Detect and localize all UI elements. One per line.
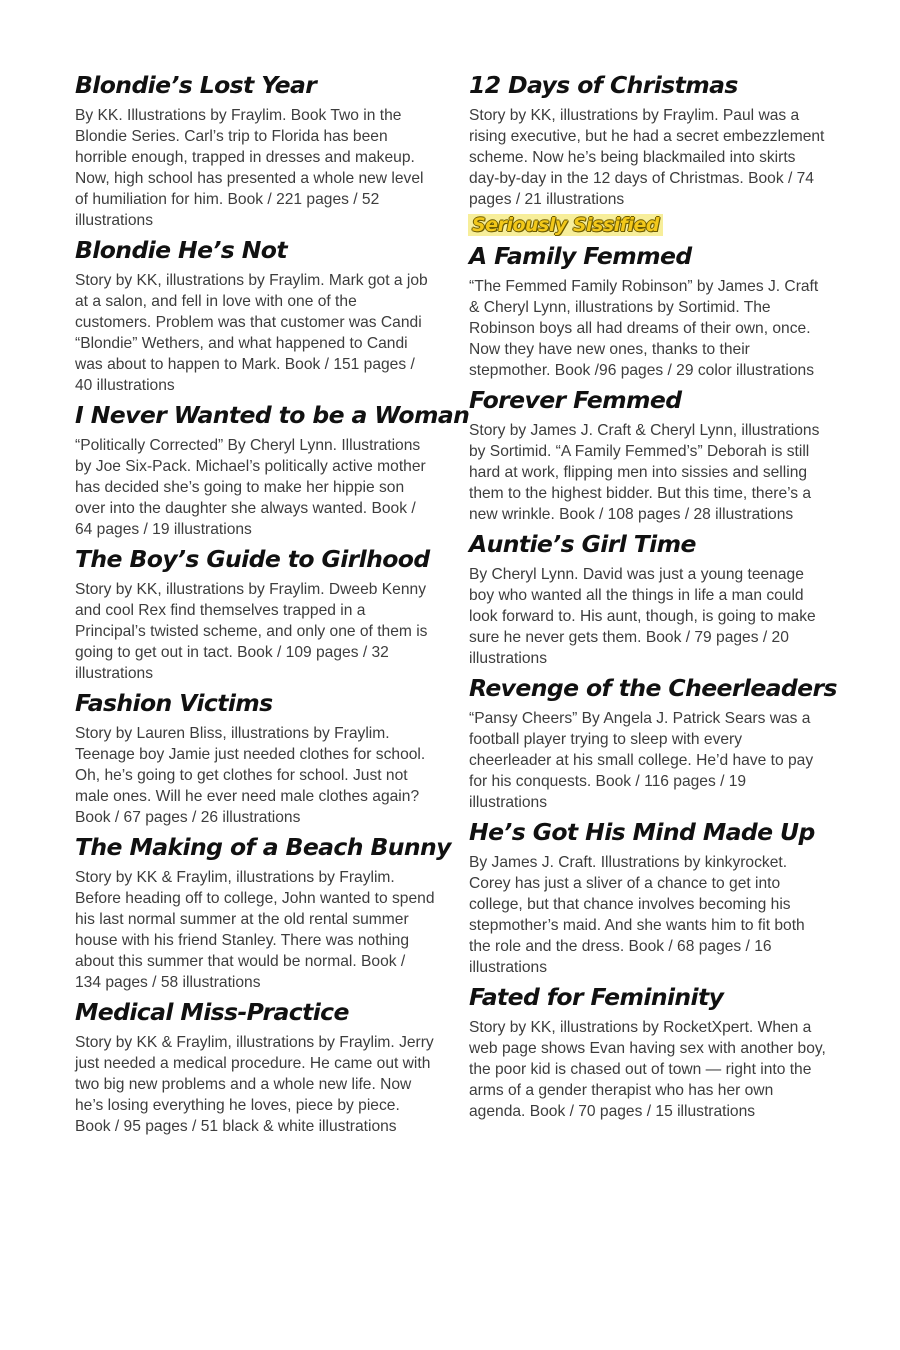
book-title: He’s Got His Mind Made Up [469,818,815,846]
book-entry [469,817,827,978]
book-title: The Boy’s Guide to Girlhood [75,545,430,573]
book-title: Blondie He’s Not [75,236,287,264]
book-entry [75,400,470,540]
book-title: A Family Femmed [469,242,692,270]
book-title: Revenge of the Cheerleaders [469,674,837,702]
book-title: I Never Wanted to be a Woman [75,401,470,429]
book-title: Medical Miss-Practice [75,998,349,1026]
book-title: Forever Femmed [469,386,682,414]
book-description: Story by KK, illustrations by Fraylim. Paul was a rising executive, but he had a secret embezzlement scheme. Now he’s being blackmailed into skirts day-by-day in the 12 days of Christmas. Book / 74 pages / 21 illustrations [469,107,825,208]
book-entry [469,673,837,813]
book-entry [469,385,827,525]
book-description: “The Femmed Family Robinson” by James J. Craft & Cheryl Lynn, illustrations by Sortimid. The Robinson boys all had dreams of their own, once. Now they have new ones, thanks to their stepmother. Book /96 pages / 29 color illustrations [469,278,819,379]
book-description: “Pansy Cheers” By Angela J. Patrick Sears was a football player trying to sleep with every cheerleader at his small college. He’d have to pay for his conquests. Book / 116 pages / 19 illustrations [469,710,814,811]
series-label: Seriously Sissified [468,214,663,236]
book-description: Story by KK, illustrations by RocketXpert. When a web page shows Evan having sex with another boy, the poor kid is chased out of town — right into the arms of a gender therapist who has her own agenda. Book / 70 pages / 15 illustrations [469,1019,826,1120]
book-description: Story by KK, illustrations by Fraylim. Dweeb Kenny and cool Rex find themselves trapped in a Principal’s twisted scheme, and only one of them is going to get out in tact. Book / 109 pages / 32 illustrations [75,581,428,682]
book-title: Fated for Femininity [469,983,724,1011]
book-title: Fashion Victims [75,689,273,717]
book-description: By KK. Illustrations by Fraylim. Book Two in the Blondie Series. Carl’s trip to Florida has been horrible enough, trapped in dresses and makeup. Now, high school has presented a whole new level of humiliation for him. Book / 221 pages / 52 illustrations [75,107,424,229]
book-description: Story by KK, illustrations by Fraylim. Mark got a job at a salon, and fell in love with one of the customers. Problem was that customer was Candi “Blondie” Wethers, and what happened to Candi was about to happen to Mark. Book / 151 pages / 40 illustrations [75,272,428,394]
book-entry [75,235,435,396]
book-description: By James J. Craft. Illustrations by kinkyrocket. Corey has just a sliver of a chance to get into college, but that chance involves becoming his stepmother’s maid. And she wants him to fit both the role and the dress. Book / 68 pages / 16 illustrations [469,854,805,976]
book-entry [469,982,827,1122]
book-entry [75,997,435,1137]
book-description: Story by James J. Craft & Cheryl Lynn, illustrations by Sortimid. “A Family Femmed’s” Deborah is still hard at work, flipping men into sissies and selling them to the highest bidder. But this time, there’s a new wrinkle. Book / 108 pages / 28 illustrations [469,422,820,523]
book-entry [469,529,827,669]
left-column [75,70,470,1141]
book-entry [75,70,435,231]
book-title: Blondie’s Lost Year [75,71,317,99]
book-description: By Cheryl Lynn. David was just a young teenage boy who wanted all the things in life a man could look forward to. His aunt, though, is going to make sure he never gets them. Book / 79 pages / 20 illustrations [469,566,816,667]
book-description: “Politically Corrected” By Cheryl Lynn. Illustrations by Joe Six-Pack. Michael’s politically active mother has decided she’s going to make her hippie son over into the daughter she always wanted. Book / 64 pages / 19 illustrations [75,437,426,538]
book-description: Story by KK & Fraylim, illustrations by Fraylim. Before heading off to college, John wanted to spend his last normal summer at the old rental summer house with his friend Stanley. There was nothing about this summer that would be normal. Book / 134 pages / 58 illustrations [75,869,435,991]
book-entry [469,241,827,381]
book-description: Story by KK & Fraylim, illustrations by Fraylim. Jerry just needed a medical procedure. He came out with two big new problems and a whole new life. Now he’s losing everything he loves, piece by piece. Book / 95 pages / 51 black & white illustrations [75,1034,434,1135]
book-entry [75,544,435,684]
book-title: The Making of a Beach Bunny [75,833,451,861]
book-entry [469,70,827,210]
book-entry [75,832,451,993]
book-description: Story by Lauren Bliss, illustrations by Fraylim. Teenage boy Jamie just needed clothes for school. Oh, he’s going to get clothes for school. Just not male ones. Will he ever need male clothes again? Book / 67 pages / 26 illustrations [75,725,426,826]
book-entry [75,688,435,828]
book-title: 12 Days of Christmas [469,71,738,99]
right-column [469,70,837,1126]
book-title: Auntie’s Girl Time [469,530,696,558]
